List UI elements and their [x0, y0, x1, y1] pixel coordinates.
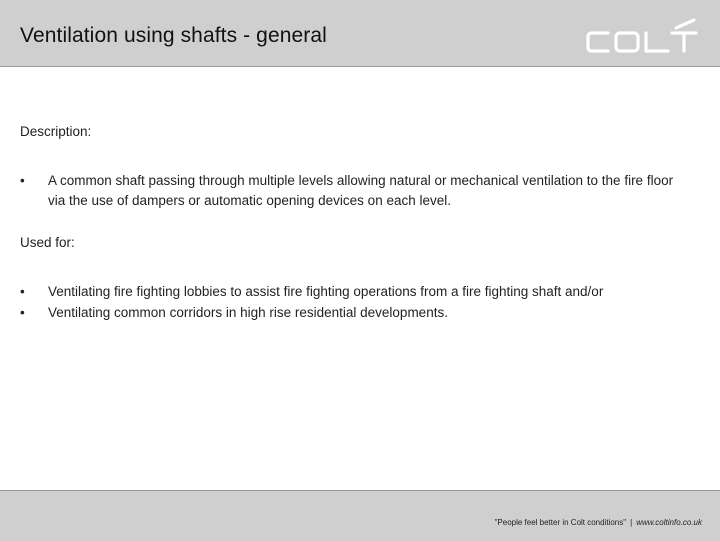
description-item [20, 171, 680, 211]
bullet-icon: • [20, 305, 25, 320]
description-heading: Description: [20, 124, 92, 139]
footer-url-link[interactable]: www.coltinfo.co.uk [636, 518, 702, 527]
page-title: Ventilation using shafts - general [20, 24, 327, 47]
description-item-text: A common shaft passing through multiple levels allowing natural or mechanical ventilation to the fire floor via the use of dampers or automatic opening devices on each level. [48, 173, 674, 208]
used-for-heading: Used for: [20, 235, 75, 250]
colt-logo [584, 18, 700, 56]
footer-text [495, 518, 702, 527]
used-for-list [20, 282, 680, 323]
used-for-item-text: Ventilating common corridors in high rise residential developments. [48, 305, 448, 320]
footer-slogan: "People feel better in Colt conditions" [494, 518, 627, 527]
footer-bar [0, 490, 720, 541]
used-for-item [20, 303, 680, 323]
bullet-icon: • [20, 284, 25, 299]
used-for-item [20, 282, 680, 302]
bullet-icon: • [20, 173, 25, 188]
footer-separator: | [630, 518, 633, 527]
description-list [20, 171, 680, 211]
header-bar [0, 0, 720, 67]
used-for-item-text: Ventilating fire fighting lobbies to assist fire fighting operations from a fire fighting shaft and/or [48, 284, 604, 299]
